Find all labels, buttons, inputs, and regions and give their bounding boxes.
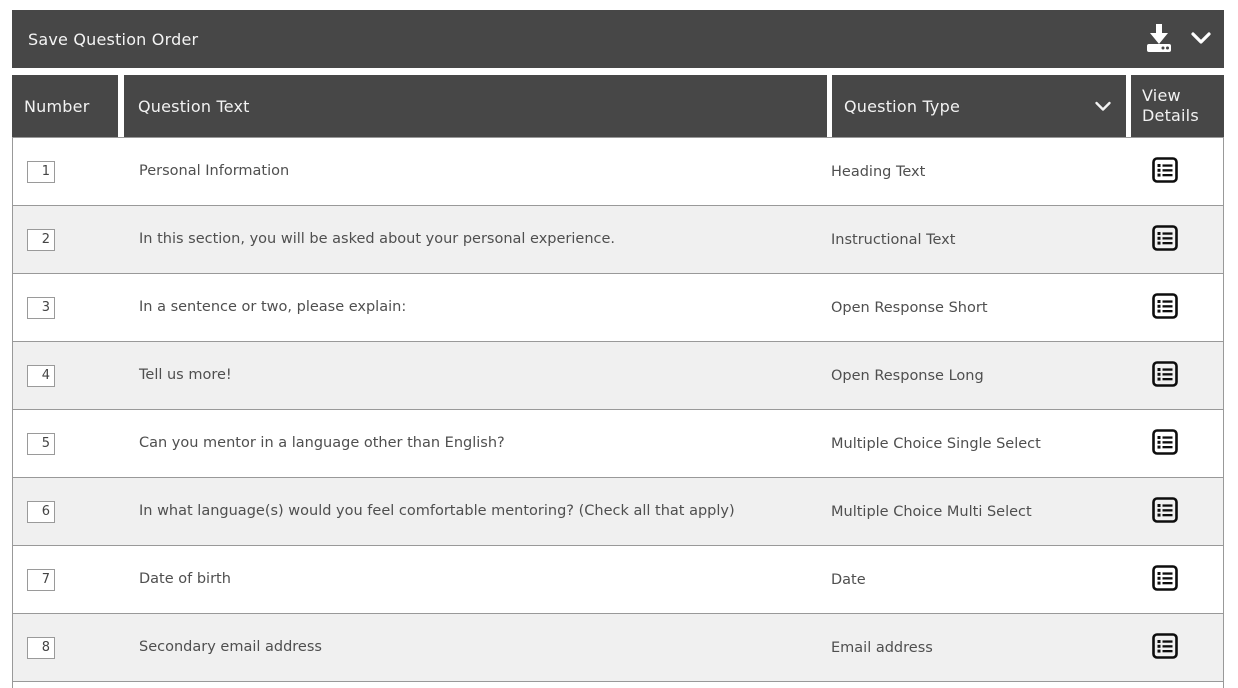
question-type: Open Response Short xyxy=(831,299,988,316)
row-details-cell xyxy=(1130,410,1223,477)
row-type-cell xyxy=(831,138,1125,205)
row-number-cell xyxy=(13,342,119,409)
question-number-input[interactable] xyxy=(27,229,55,251)
header-number-label: Number xyxy=(24,96,90,116)
question-type: Multiple Choice Multi Select xyxy=(831,503,1032,520)
list-details-icon xyxy=(1152,429,1178,458)
row-type-cell xyxy=(831,206,1125,273)
question-type: Instructional Text xyxy=(831,231,956,248)
row-details-cell xyxy=(1130,546,1223,613)
download-button[interactable] xyxy=(1142,21,1176,58)
view-details-button[interactable] xyxy=(1152,157,1178,186)
list-details-icon xyxy=(1152,225,1178,254)
question-text: In what language(s) would you feel comfortable mentoring? (Check all that apply) xyxy=(139,502,735,519)
list-details-icon xyxy=(1152,565,1178,594)
question-text: Secondary email address xyxy=(139,638,322,655)
save-question-order-label: Save Question Order xyxy=(28,29,199,49)
question-type: Multiple Choice Single Select xyxy=(831,435,1041,452)
row-details-cell xyxy=(1130,342,1223,409)
header-question-text-label: Question Text xyxy=(138,96,250,116)
row-text-cell xyxy=(125,138,826,205)
header-question-text xyxy=(124,75,827,137)
table-rows xyxy=(12,137,1224,688)
save-question-order-button[interactable] xyxy=(12,10,1224,68)
table-row xyxy=(13,545,1223,613)
question-number-input[interactable] xyxy=(27,569,55,591)
row-number-cell xyxy=(13,138,119,205)
view-details-button[interactable] xyxy=(1152,429,1178,458)
table-header xyxy=(12,75,1224,137)
view-details-button[interactable] xyxy=(1152,293,1178,322)
question-number-input[interactable] xyxy=(27,501,55,523)
row-number-cell xyxy=(13,274,119,341)
question-type: Open Response Long xyxy=(831,367,984,384)
chevron-down-icon xyxy=(1190,30,1212,49)
list-details-icon xyxy=(1152,293,1178,322)
question-number-input[interactable] xyxy=(27,297,55,319)
question-text: Tell us more! xyxy=(139,366,232,383)
row-type-cell xyxy=(831,410,1125,477)
question-text: Date of birth xyxy=(139,570,231,587)
list-details-icon xyxy=(1152,497,1178,526)
row-type-cell xyxy=(831,546,1125,613)
toolbar-header-gap xyxy=(12,68,1224,75)
row-type-cell xyxy=(831,274,1125,341)
row-text-cell xyxy=(125,478,826,545)
view-details-button[interactable] xyxy=(1152,565,1178,594)
row-text-cell xyxy=(125,206,826,273)
question-text: In a sentence or two, please explain: xyxy=(139,298,407,315)
question-number-input[interactable] xyxy=(27,161,55,183)
table-row xyxy=(13,273,1223,341)
row-number-cell xyxy=(13,614,119,681)
row-type-cell xyxy=(831,614,1125,681)
row-details-cell xyxy=(1130,614,1223,681)
question-order-panel xyxy=(12,10,1224,688)
question-text: Can you mentor in a language other than English? xyxy=(139,434,505,451)
row-type-cell xyxy=(831,342,1125,409)
row-number-cell xyxy=(13,546,119,613)
table-row xyxy=(13,205,1223,273)
view-details-button[interactable] xyxy=(1152,225,1178,254)
question-number-input[interactable] xyxy=(27,433,55,455)
question-text: Personal Information xyxy=(139,162,290,179)
row-type-cell xyxy=(831,478,1125,545)
row-number-cell xyxy=(13,478,119,545)
header-question-type-label: Question Type xyxy=(844,96,960,116)
row-text-cell xyxy=(125,614,826,681)
header-view-details-label: View Details xyxy=(1142,86,1199,125)
table-row xyxy=(13,477,1223,545)
row-number-cell xyxy=(13,206,119,273)
table-row xyxy=(13,341,1223,409)
view-details-button[interactable] xyxy=(1152,633,1178,662)
row-number-cell xyxy=(13,410,119,477)
question-number-input[interactable] xyxy=(27,365,55,387)
question-type: Date xyxy=(831,571,866,588)
row-text-cell xyxy=(125,546,826,613)
table-row xyxy=(13,137,1223,205)
question-type: Heading Text xyxy=(831,163,926,180)
row-details-cell xyxy=(1130,478,1223,545)
view-details-button[interactable] xyxy=(1152,497,1178,526)
question-number-input[interactable] xyxy=(27,637,55,659)
list-details-icon xyxy=(1152,361,1178,390)
question-type: Email address xyxy=(831,639,933,656)
header-view-details xyxy=(1131,75,1224,137)
row-details-cell xyxy=(1130,206,1223,273)
table-row xyxy=(13,613,1223,681)
list-details-icon xyxy=(1152,633,1178,662)
chevron-down-icon xyxy=(1094,97,1112,116)
download-icon xyxy=(1142,21,1176,58)
row-text-cell xyxy=(125,342,826,409)
row-text-cell xyxy=(125,410,826,477)
toolbar-dropdown-button[interactable] xyxy=(1190,30,1212,49)
table-row xyxy=(13,409,1223,477)
view-details-button[interactable] xyxy=(1152,361,1178,390)
row-details-cell xyxy=(1130,138,1223,205)
header-number xyxy=(12,75,118,137)
header-question-type-dropdown[interactable] xyxy=(832,75,1126,137)
question-text: In this section, you will be asked about your personal experience. xyxy=(139,230,616,247)
row-text-cell xyxy=(125,274,826,341)
table-row-partial xyxy=(13,681,1223,688)
list-details-icon xyxy=(1152,157,1178,186)
row-details-cell xyxy=(1130,274,1223,341)
